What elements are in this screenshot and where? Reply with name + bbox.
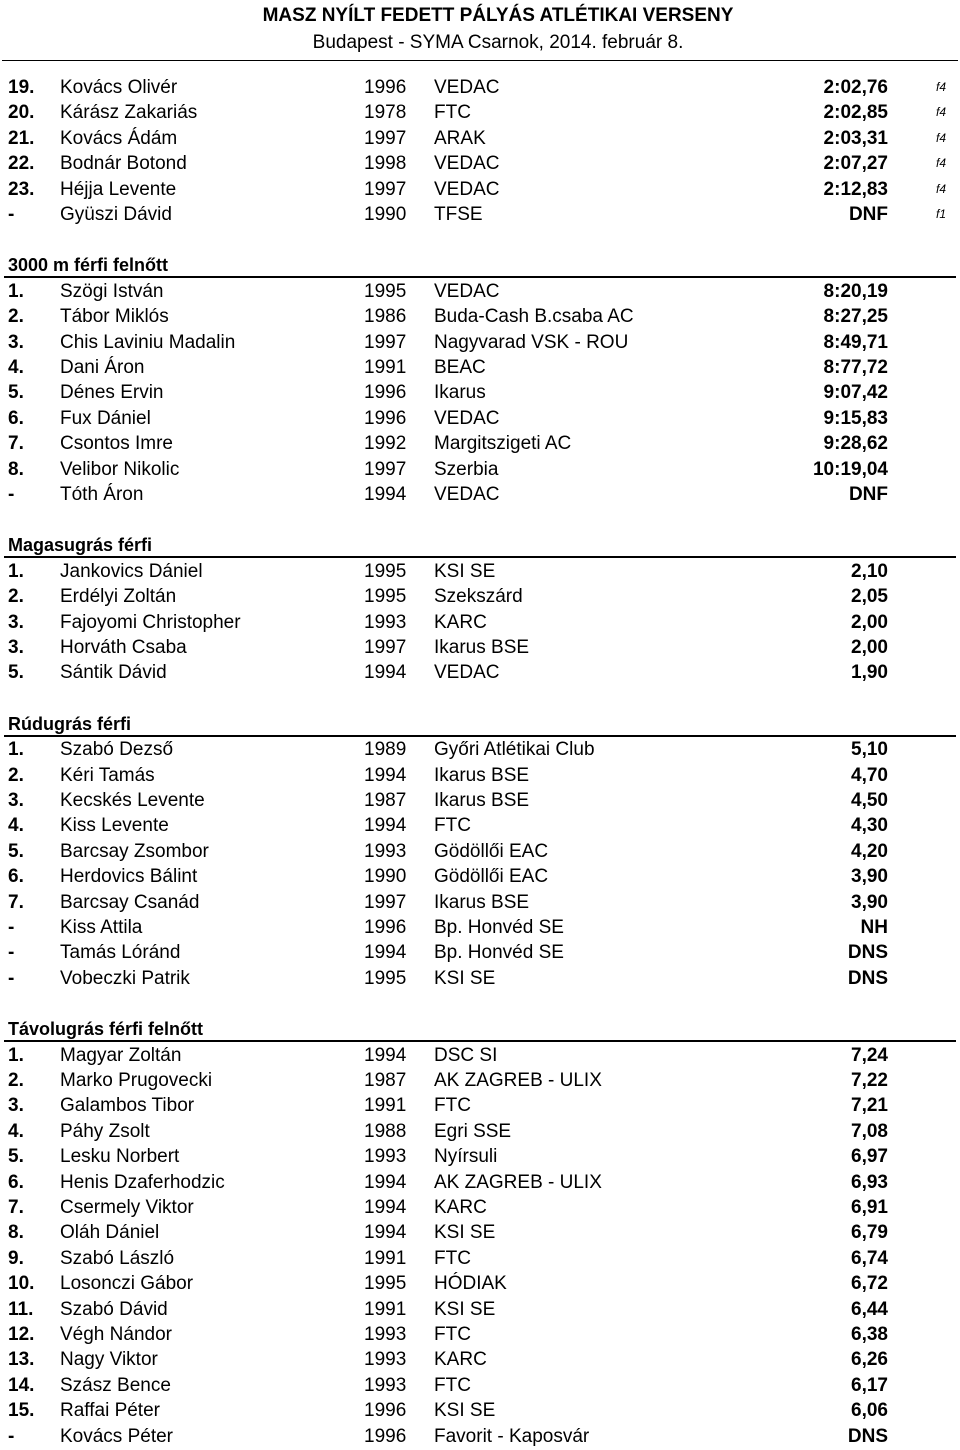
club-name: HÓDIAK	[434, 1273, 507, 1295]
club-name: FTC	[434, 1247, 471, 1269]
result-place: 2.	[8, 1070, 24, 1091]
club-name: Ikarus BSE	[434, 790, 530, 811]
result-row	[0, 737, 960, 762]
result-row	[0, 380, 960, 405]
result-value: 2:12,83	[823, 178, 888, 200]
result-place: 23.	[8, 178, 35, 200]
result-place: 21.	[8, 127, 35, 149]
result-row	[0, 1398, 960, 1423]
result-value: 4,70	[851, 764, 888, 786]
club-name: Ikarus BSE	[434, 891, 530, 913]
result-value: 2:03,31	[823, 127, 888, 149]
result-value: 7,22	[851, 1070, 888, 1091]
page-title: MASZ NYÍLT FEDETT PÁLYÁS ATLÉTIKAI VERSENY	[262, 5, 734, 26]
result-value: 4,50	[851, 790, 888, 811]
club-name: VEDAC	[434, 484, 500, 505]
result-value: 7,24	[851, 1044, 888, 1066]
birth-year: 1996	[364, 917, 407, 938]
result-row	[0, 1043, 960, 1068]
result-value: 1,90	[851, 662, 888, 684]
club-name: Buda-Cash B.csaba AC	[434, 306, 634, 328]
club-name: Bp. Honvéd SE	[434, 917, 564, 938]
result-value: 6,79	[851, 1222, 888, 1244]
birth-year: 1991	[364, 1095, 407, 1117]
birth-year: 1996	[364, 382, 407, 404]
result-row	[0, 1347, 960, 1372]
result-value: 3,90	[851, 891, 888, 913]
birth-year: 1997	[364, 458, 407, 480]
result-row	[0, 126, 960, 151]
athlete-name: Lesku Norbert	[60, 1146, 180, 1168]
athlete-name: Szabó László	[60, 1247, 175, 1269]
birth-year: 1993	[364, 1324, 407, 1345]
athlete-name: Erdélyi Zoltán	[60, 586, 177, 608]
birth-year: 1996	[364, 1425, 407, 1447]
result-value: 7,08	[851, 1120, 888, 1142]
birth-year: 1994	[364, 942, 407, 964]
club-name: Ikarus BSE	[434, 637, 530, 658]
result-place: 5.	[8, 662, 24, 684]
result-row	[0, 406, 960, 431]
club-name: FTC	[434, 102, 471, 124]
result-place: -	[8, 1425, 15, 1447]
birth-year: 1993	[364, 1349, 407, 1371]
result-row	[0, 75, 960, 100]
athlete-name: Csermely Viktor	[60, 1197, 194, 1218]
athlete-name: Kovács Olivér	[60, 77, 178, 98]
club-name: AK ZAGREB - ULIX	[434, 1070, 602, 1091]
birth-year: 1993	[364, 1374, 407, 1396]
result-value: 8:27,25	[823, 306, 888, 328]
result-row	[0, 584, 960, 609]
birth-year: 1997	[364, 178, 407, 200]
athlete-name: Horváth Csaba	[60, 637, 187, 658]
club-name: FTC	[434, 1324, 471, 1345]
header-divider	[2, 60, 958, 61]
result-place: 9.	[8, 1247, 24, 1269]
result-place: 22.	[8, 153, 35, 175]
result-value: 8:49,71	[823, 331, 888, 353]
birth-year: 1989	[364, 739, 407, 761]
result-row	[0, 100, 960, 125]
result-value: DNS	[847, 942, 888, 964]
club-name: VEDAC	[434, 178, 500, 200]
birth-year: 1994	[364, 1044, 407, 1066]
result-value: 3,90	[851, 866, 888, 888]
result-place: 15.	[8, 1400, 35, 1422]
club-name: FTC	[434, 815, 471, 837]
result-value: 2,00	[851, 637, 888, 658]
athlete-name: Marko Prugovecki	[60, 1070, 213, 1091]
birth-year: 1994	[364, 1171, 407, 1193]
result-value: 2:07,27	[823, 153, 888, 175]
result-place: 2.	[8, 764, 24, 786]
birth-year: 1994	[364, 484, 407, 505]
result-value: 2,10	[851, 560, 888, 582]
result-place: 2.	[8, 586, 24, 608]
result-row	[0, 966, 960, 991]
athlete-name: Dani Áron	[60, 357, 145, 378]
result-row	[0, 940, 960, 965]
club-name: VEDAC	[434, 280, 500, 302]
result-row	[0, 1144, 960, 1169]
result-value: 6,44	[851, 1298, 888, 1320]
club-name: Ikarus BSE	[434, 764, 530, 786]
birth-year: 1993	[364, 611, 407, 633]
club-name: Bp. Honvéd SE	[434, 942, 564, 964]
athlete-name: Végh Nándor	[60, 1324, 172, 1345]
result-row	[0, 813, 960, 838]
birth-year: 1997	[364, 637, 407, 658]
athlete-name: Szabó Dezső	[60, 739, 174, 761]
birth-year: 1996	[364, 407, 407, 429]
result-row	[0, 763, 960, 788]
result-place: 7.	[8, 891, 24, 913]
club-name: KARC	[434, 1197, 487, 1218]
result-row	[0, 610, 960, 635]
club-name: TFSE	[434, 204, 483, 225]
club-name: VEDAC	[434, 662, 500, 684]
birth-year: 1992	[364, 433, 407, 455]
birth-year: 1986	[364, 306, 407, 328]
birth-year: 1993	[364, 840, 407, 862]
result-row	[0, 1220, 960, 1245]
result-row	[0, 890, 960, 915]
club-name: ARAK	[434, 127, 486, 149]
result-row	[0, 1271, 960, 1296]
athlete-name: Fux Dániel	[60, 407, 151, 429]
result-place: -	[8, 484, 15, 505]
result-place: 5.	[8, 840, 24, 862]
result-place: 1.	[8, 280, 24, 302]
result-value: DNF	[848, 484, 888, 505]
club-name: KSI SE	[434, 1400, 496, 1422]
result-place: 12.	[8, 1324, 35, 1345]
result-row	[0, 151, 960, 176]
athlete-name: Bodnár Botond	[60, 153, 187, 175]
club-name: KSI SE	[434, 1222, 496, 1244]
result-place: 6.	[8, 407, 24, 429]
result-value: 8:77,72	[823, 357, 888, 378]
result-place: 10.	[8, 1273, 35, 1295]
result-row	[0, 660, 960, 685]
result-place: 5.	[8, 382, 24, 404]
result-value: 2,00	[851, 611, 888, 633]
result-note: f4	[936, 130, 947, 145]
birth-year: 1998	[364, 153, 407, 175]
section-title: Távolugrás férfi felnőtt	[8, 1019, 204, 1040]
birth-year: 1994	[364, 764, 407, 786]
result-value: DNF	[848, 204, 888, 225]
result-value: 6,72	[851, 1273, 888, 1295]
result-row	[0, 482, 960, 507]
result-row	[0, 1322, 960, 1347]
birth-year: 1991	[364, 1247, 407, 1269]
club-name: Nyírsuli	[434, 1146, 498, 1168]
birth-year: 1995	[364, 586, 407, 608]
result-row	[0, 1068, 960, 1093]
athlete-name: Henis Dzaferhodzic	[60, 1171, 225, 1193]
result-place: -	[8, 967, 15, 989]
athlete-name: Galambos Tibor	[60, 1095, 195, 1117]
athlete-name: Kéri Tamás	[60, 764, 155, 786]
athlete-name: Kiss Levente	[60, 815, 169, 837]
birth-year: 1994	[364, 1197, 407, 1218]
result-place: 13.	[8, 1349, 35, 1371]
result-place: 3.	[8, 331, 24, 353]
page-subtitle: Budapest - SYMA Csarnok, 2014. február 8.	[312, 32, 684, 53]
result-value: DNS	[847, 1425, 888, 1447]
result-place: 2.	[8, 306, 24, 328]
result-value: 4,30	[851, 815, 888, 837]
athlete-name: Gyüszi Dávid	[60, 204, 172, 225]
athlete-name: Raffai Péter	[60, 1400, 160, 1422]
athlete-name: Magyar Zoltán	[60, 1044, 182, 1066]
athlete-name: Szász Bence	[60, 1374, 171, 1396]
athlete-name: Kárász Zakariás	[60, 102, 198, 124]
athlete-name: Velibor Nikolic	[60, 458, 180, 480]
result-value: 7,21	[851, 1095, 888, 1117]
athlete-name: Szabó Dávid	[60, 1298, 168, 1320]
result-value: 2:02,85	[823, 102, 888, 124]
result-place: 1.	[8, 560, 24, 582]
birth-year: 1990	[364, 204, 407, 225]
athlete-name: Vobeczki Patrik	[60, 967, 190, 989]
athlete-name: Szögi István	[60, 280, 164, 302]
result-place: 5.	[8, 1146, 24, 1168]
athlete-name: Sántik Dávid	[60, 662, 167, 684]
result-place: 3.	[8, 1095, 24, 1117]
birth-year: 1995	[364, 280, 407, 302]
birth-year: 1990	[364, 866, 407, 888]
athlete-name: Héjja Levente	[60, 178, 177, 200]
athlete-name: Dénes Ervin	[60, 382, 164, 404]
athlete-name: Kecskés Levente	[60, 790, 205, 811]
result-place: -	[8, 942, 15, 964]
result-row	[0, 1297, 960, 1322]
result-value: 6,17	[851, 1374, 888, 1396]
athlete-name: Páhy Zsolt	[60, 1120, 150, 1142]
result-row	[0, 1373, 960, 1398]
club-name: Gödöllői EAC	[434, 840, 549, 862]
result-place: 14.	[8, 1374, 35, 1396]
result-value: 6,91	[851, 1197, 888, 1218]
result-place: 3.	[8, 637, 24, 658]
athlete-name: Tamás Lóránd	[60, 942, 181, 964]
club-name: Nagyvarad VSK - ROU	[434, 331, 629, 353]
result-value: 9:07,42	[823, 382, 888, 404]
result-place: 1.	[8, 1044, 24, 1066]
result-value: 9:15,83	[823, 407, 888, 429]
result-place: 7.	[8, 1197, 24, 1218]
athlete-name: Kovács Péter	[60, 1425, 173, 1447]
result-row	[0, 1246, 960, 1271]
result-row	[0, 177, 960, 202]
club-name: Gödöllői EAC	[434, 866, 549, 888]
club-name: KSI SE	[434, 967, 496, 989]
result-row	[0, 431, 960, 456]
result-row	[0, 1170, 960, 1195]
result-place: 4.	[8, 357, 24, 378]
club-name: Margitszigeti AC	[434, 433, 572, 455]
result-row	[0, 304, 960, 329]
section-title: Rúdugrás férfi	[8, 713, 132, 734]
result-value: 6,38	[851, 1324, 888, 1345]
result-value: NH	[860, 917, 888, 938]
result-row	[0, 559, 960, 584]
result-row	[0, 839, 960, 864]
result-row	[0, 864, 960, 889]
athlete-name: Herdovics Bálint	[60, 866, 198, 888]
club-name: Szekszárd	[434, 586, 523, 608]
club-name: KARC	[434, 611, 487, 633]
athlete-name: Chis Laviniu Madalin	[60, 331, 236, 353]
result-value: 10:19,04	[812, 458, 888, 480]
result-value: 8:20,19	[823, 280, 888, 302]
club-name: AK ZAGREB - ULIX	[434, 1171, 602, 1193]
birth-year: 1993	[364, 1146, 407, 1168]
club-name: Favorit - Kaposvár	[434, 1425, 590, 1447]
birth-year: 1995	[364, 560, 407, 582]
result-value: 6,97	[851, 1146, 888, 1168]
result-place: 7.	[8, 433, 24, 455]
result-value: 4,20	[851, 840, 888, 862]
result-value: 2,05	[851, 586, 888, 608]
birth-year: 1987	[364, 790, 407, 811]
athlete-name: Fajoyomi Christopher	[60, 611, 241, 633]
result-place: 6.	[8, 1171, 24, 1193]
result-value: DNS	[847, 967, 888, 989]
result-row	[0, 635, 960, 660]
athlete-name: Jankovics Dániel	[60, 560, 203, 582]
club-name: Szerbia	[434, 458, 499, 480]
result-place: 20.	[8, 102, 35, 124]
result-row	[0, 1195, 960, 1220]
club-name: Ikarus	[434, 382, 486, 404]
athlete-name: Kovács Ádám	[60, 127, 178, 149]
birth-year: 1988	[364, 1120, 407, 1142]
birth-year: 1987	[364, 1070, 407, 1091]
result-place: -	[8, 917, 15, 938]
result-value: 6,06	[851, 1400, 888, 1422]
athlete-name: Tóth Áron	[60, 484, 144, 505]
result-note: f4	[936, 156, 947, 171]
club-name: Győri Atlétikai Club	[434, 739, 595, 761]
result-row	[0, 355, 960, 380]
club-name: BEAC	[434, 357, 486, 378]
birth-year: 1995	[364, 967, 407, 989]
result-row	[0, 279, 960, 304]
club-name: KSI SE	[434, 1298, 496, 1320]
club-name: KSI SE	[434, 560, 496, 582]
result-row	[0, 788, 960, 813]
result-row	[0, 202, 960, 227]
birth-year: 1978	[364, 102, 407, 124]
result-note: f4	[936, 105, 947, 120]
result-value: 9:28,62	[823, 433, 888, 455]
result-place: 11.	[8, 1298, 34, 1320]
birth-year: 1991	[364, 1298, 407, 1320]
result-value: 6,74	[851, 1247, 888, 1269]
birth-year: 1994	[364, 815, 407, 837]
birth-year: 1994	[364, 1222, 407, 1244]
club-name: DSC SI	[434, 1044, 498, 1066]
result-place: 4.	[8, 1120, 24, 1142]
result-value: 2:02,76	[823, 77, 888, 98]
birth-year: 1991	[364, 357, 407, 378]
section-title: Magasugrás férfi	[8, 535, 153, 556]
athlete-name: Barcsay Csanád	[60, 891, 200, 913]
result-value: 6,26	[851, 1349, 888, 1371]
result-place: 4.	[8, 815, 24, 837]
result-row	[0, 1119, 960, 1144]
club-name: FTC	[434, 1374, 471, 1396]
birth-year: 1997	[364, 891, 407, 913]
result-value: 6,93	[851, 1171, 888, 1193]
result-row	[0, 330, 960, 355]
club-name: VEDAC	[434, 77, 500, 98]
birth-year: 1996	[364, 77, 407, 98]
result-place: 8.	[8, 458, 24, 480]
result-place: 3.	[8, 611, 24, 633]
result-place: 6.	[8, 866, 24, 888]
result-value: 5,10	[851, 739, 888, 761]
result-row	[0, 457, 960, 482]
athlete-name: Nagy Viktor	[60, 1349, 158, 1371]
result-place: 8.	[8, 1222, 24, 1244]
result-row	[0, 1093, 960, 1118]
athlete-name: Oláh Dániel	[60, 1222, 160, 1244]
athlete-name: Losonczi Gábor	[60, 1273, 194, 1295]
athlete-name: Tábor Miklós	[60, 306, 169, 328]
club-name: VEDAC	[434, 153, 500, 175]
athlete-name: Csontos Imre	[60, 433, 173, 455]
athlete-name: Kiss Attila	[60, 917, 143, 938]
birth-year: 1997	[364, 331, 407, 353]
birth-year: 1994	[364, 662, 407, 684]
club-name: VEDAC	[434, 407, 500, 429]
result-place: 1.	[8, 739, 24, 761]
section-title: 3000 m férfi felnőtt	[8, 255, 169, 276]
result-place: -	[8, 204, 15, 225]
result-row	[0, 915, 960, 940]
result-note: f1	[936, 207, 947, 221]
club-name: Egri SSE	[434, 1120, 512, 1142]
club-name: FTC	[434, 1095, 471, 1117]
birth-year: 1995	[364, 1273, 407, 1295]
result-place: 19.	[8, 77, 35, 98]
birth-year: 1996	[364, 1400, 407, 1422]
result-place: 3.	[8, 790, 24, 811]
result-note: f4	[936, 80, 947, 94]
birth-year: 1997	[364, 127, 407, 149]
result-row	[0, 1424, 960, 1449]
club-name: KARC	[434, 1349, 487, 1371]
athlete-name: Barcsay Zsombor	[60, 840, 209, 862]
result-note: f4	[936, 181, 947, 196]
